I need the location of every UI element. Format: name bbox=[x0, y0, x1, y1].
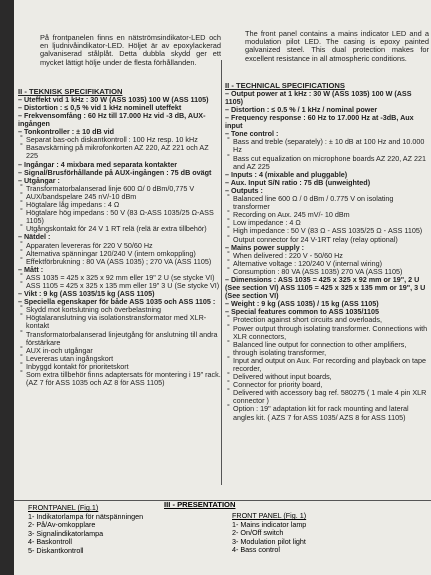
spec-item: ° Balanced line output for connection to other amplifiers, through isolating transformer, bbox=[233, 341, 429, 357]
bullet-group bbox=[18, 314, 221, 330]
section-title-swedish: II - TEKNISK SPECIFIKATION bbox=[18, 86, 123, 96]
spec-item: ° Option : 19" adaptation kit for rack mounting and lateral angles kit. ( AZS 7 for ASS 1035/ AZS 8 for ASS 1105) bbox=[233, 405, 429, 421]
front-panel-english bbox=[232, 512, 306, 555]
spec-item: ° AUX/bandspelare 245 nV/-10 dBm bbox=[26, 193, 221, 201]
front-panel-item: 1- Indikatorlampa för nätspänningen bbox=[28, 511, 144, 521]
spec-item: – Weight : 9 kg (ASS 1035) / 15 kg (ASS 1105) bbox=[225, 299, 379, 309]
bullet-group bbox=[225, 268, 429, 276]
front-panel-items-english bbox=[232, 521, 306, 555]
spec-item: ° Som extra tillbehör finns adaptersats för montering i 19" rack. (AZ 7 för ASS 1035 och AZ 8 för ASS 1105) bbox=[26, 371, 221, 387]
spec-item: – Nätdel : bbox=[18, 232, 51, 242]
spec-item: ° Högtalare hög impedans : 50 V (83 Ω-ASS 1035/25 Ω-ASS 1105) bbox=[26, 209, 221, 225]
front-panel-item: 1- Mains indicator lamp bbox=[232, 519, 307, 529]
spec-item: ° Inbyggd kontakt för prioritetskort bbox=[26, 363, 221, 371]
bullet-group bbox=[18, 209, 221, 225]
spec-item: ° Transformatorbalanserad linjeutgång för anslutning till andra förstärkare bbox=[26, 331, 221, 347]
spec-item: ° Utgångskontakt för 24 V 1 RT relä (relä är extra tillbehör) bbox=[26, 225, 221, 233]
spec-item: ° Balanced line 600 Ω / 0 dBm / 0.775 V on isolating transformer bbox=[233, 195, 429, 211]
document-page bbox=[14, 0, 431, 575]
spec-item: – Ingångar : 4 mixbara med separata kontakter bbox=[18, 159, 177, 169]
bullet-group bbox=[225, 325, 429, 341]
front-panel-item: 5- Diskantkontroll bbox=[28, 545, 84, 555]
front-panel-item: 4- Baskontroll bbox=[28, 537, 72, 546]
intro-swedish: På frontpanelen finns en nätströmsindikator-LED och en ljudnivåindikator-LED. Höljet är av epoxylackerad galvaniserad stålplåt. Detta dubbla skydd ger ett mycket lättigt hölje under de flesta förhållanden. bbox=[40, 33, 221, 67]
spec-item: ° Consumption : 80 VA (ASS 1035) 270 VA (ASS 1105) bbox=[233, 268, 429, 276]
spec-item: – Inputs : 4 (mixable and pluggable) bbox=[225, 169, 348, 179]
bullet-group bbox=[18, 331, 221, 347]
spec-item: ° Basavskärning på mikrofonkorten AZ 220, AZ 221 och AZ 225 bbox=[26, 144, 221, 160]
bullet-group bbox=[225, 341, 429, 357]
front-panel-item: 3- Modulation pilot light bbox=[232, 536, 306, 546]
spec-item: ° Protection against short circuits and overloads, bbox=[233, 316, 429, 324]
spec-list-english bbox=[225, 90, 429, 422]
front-panel-title-swedish: FRONTPANEL (Fig.1) bbox=[28, 503, 99, 512]
spec-item: ° Bass and treble (separately) : ± 10 dB at 100 Hz and 10.000 Hz bbox=[233, 138, 429, 154]
english-column bbox=[225, 0, 429, 575]
front-panel-item: 2- On/Off switch bbox=[232, 528, 284, 537]
spec-item: ° AUX in-och utgångar bbox=[26, 347, 221, 355]
spec-item: – Tonkontroller : ± 10 dB vid bbox=[18, 127, 115, 137]
spec-item: – Frekvensomfång : 60 Hz till 17.000 Hz vid -3 dB, AUX-ingången bbox=[18, 111, 206, 129]
intro-english: The front panel contains a mains indicator LED and a modulation pilot LED. The casing is epoxy painted galvanized steel. This dual protection makes for excellent resistance in all atmospheric conditions. bbox=[245, 29, 429, 63]
column-divider bbox=[221, 60, 222, 485]
spec-list-swedish bbox=[18, 96, 221, 387]
spec-item: ° Recording on Aux. 245 mV/- 10 dBm bbox=[233, 211, 429, 219]
bullet-group bbox=[225, 195, 429, 211]
spec-item: – Special features common to ASS 1035/1105 bbox=[225, 307, 379, 317]
spec-item: ° Alternativa spänningar 120/240 V (intern omkoppling) bbox=[26, 250, 221, 258]
spec-item: – Uteffekt vid 1 kHz : 30 W (ASS 1035) 100 W (ASS 1105) bbox=[18, 94, 209, 104]
spec-item: ° Input and output on Aux. For recording and playback on tape recorder, bbox=[233, 357, 429, 373]
section-title-english: II - TECHNICAL SPECIFICATIONS bbox=[225, 80, 345, 90]
spec-item: ° Skydd mot kortslutning och överbelastning bbox=[26, 306, 221, 314]
spec-item: – Utgångar : bbox=[18, 175, 60, 185]
spec-item: ° Low impedance : 4 Ω bbox=[233, 219, 429, 227]
spec-item: ° Power output through isolating transformer. Connections with XLR connectors, bbox=[233, 325, 429, 341]
bullet-group bbox=[18, 225, 221, 233]
spec-item: – Dimensions : ASS 1035 = 425 x 325 x 92 mm or 19", 2 U (See section VI) ASS 1105 = 425 x 325 x 135 mm or 19", 3 U (See section VI) bbox=[225, 274, 426, 301]
bullet-group bbox=[18, 258, 221, 266]
bullet-group bbox=[18, 282, 221, 290]
spec-item: – Mains power supply : bbox=[225, 242, 305, 252]
spec-item: – Distortion : ≤ 0,5 % vid 1 kHz nominell uteffekt bbox=[18, 102, 182, 112]
bullet-group bbox=[18, 144, 221, 160]
spec-item: ° Delivered without input boards, bbox=[233, 373, 429, 381]
spec-item: ° Högtalaranslutning via isolationstransformator med XLR-kontakt bbox=[26, 314, 221, 330]
bullet-group bbox=[225, 389, 429, 405]
bullet-group bbox=[225, 357, 429, 373]
spec-item: ° Högtalare låg impedans : 4 Ω bbox=[26, 201, 221, 209]
spec-item: ° Output connector for 24 V-1RT relay (relay optional) bbox=[233, 236, 429, 244]
bullet-group bbox=[225, 138, 429, 154]
spec-item: ° Delivered with accessory bag ref. 580275 ( 1 male 4 pin XLR connector ) bbox=[233, 389, 429, 405]
spec-item: – Frequency response : 60 Hz to 17.000 Hz at -3dB, Aux input bbox=[225, 113, 414, 131]
spec-item: – Mått : bbox=[18, 264, 44, 274]
spec-item: ° Transformatorbalanserad linje 600 Ω/ 0 dBm/0,775 V bbox=[26, 185, 221, 193]
spec-item: ° Alternative voltage : 120/240 V (internal wiring) bbox=[233, 260, 429, 268]
spec-item: ° Levereras utan ingångskort bbox=[26, 355, 221, 363]
spec-item: – Output power at 1 kHz : 30 W (ASS 1035) 100 W (ASS 1105) bbox=[225, 88, 412, 106]
bullet-group bbox=[18, 371, 221, 387]
bullet-group bbox=[225, 155, 429, 171]
spec-item: ° Apparaten levereras för 220 V 50/60 Hz bbox=[26, 242, 221, 250]
spec-item: – Distortion : ≤ 0.5 % / 1 kHz / nominal power bbox=[225, 105, 378, 114]
spec-item: – Signal/Brusförhållande på AUX-ingången : 75 dB ovägt bbox=[18, 167, 212, 177]
front-panel-item: 3- Signalindikatorlampa bbox=[28, 528, 104, 538]
bullet-group bbox=[225, 405, 429, 421]
front-panel-swedish bbox=[28, 504, 143, 555]
spec-item: ° Connector for priority board, bbox=[233, 381, 429, 389]
front-panel-item: 4- Bass control bbox=[232, 545, 280, 554]
spec-item: – Tone control : bbox=[225, 129, 279, 139]
swedish-column bbox=[18, 0, 221, 575]
spec-item: – Outputs : bbox=[225, 185, 263, 195]
spec-item: ° Effektförbrukning : 80 VA (ASS 1035) ; 270 VA (ASS 1105) bbox=[26, 258, 221, 266]
spec-item: ° ASS 1035 = 425 x 325 x 92 mm eller 19" 2 U (se stycke VI) bbox=[26, 274, 221, 282]
spec-item: ° ASS 1105 = 425 x 325 x 135 mm eller 19" 3 U (Se stycke VI) bbox=[26, 282, 221, 290]
spec-item: ° Bass cut equalization on microphone boards AZ 220, AZ 221 and AZ 225 bbox=[233, 155, 429, 171]
spec-item: ° High impedance : 50 V (83 Ω - ASS 1035/25 Ω - ASS 1105) bbox=[233, 227, 429, 235]
bullet-group bbox=[225, 236, 429, 244]
front-panel-item: 2- På/Av-omkopplare bbox=[28, 520, 96, 529]
spec-item: ° When delivered : 220 V - 50/60 Hz bbox=[233, 252, 429, 260]
spec-item: ° Separat bas-och diskantkontroll : 100 Hz resp. 10 kHz bbox=[26, 136, 221, 144]
front-panel-title-english: FRONT PANEL (Fig. 1) bbox=[232, 511, 307, 520]
presentation-section bbox=[14, 500, 431, 575]
presentation-title: III - PRESENTATION bbox=[164, 500, 236, 509]
spec-item: – Vikt : 9 kg (ASS 1035/15 kg (ASS 1105) bbox=[18, 289, 155, 299]
front-panel-items-swedish bbox=[28, 513, 143, 556]
spec-item: – Speciella egenskaper för både ASS 1035 och ASS 1105 : bbox=[18, 297, 216, 307]
spec-item: – Aux. Input S/N ratio : 75 dB (unweighted) bbox=[225, 177, 371, 187]
